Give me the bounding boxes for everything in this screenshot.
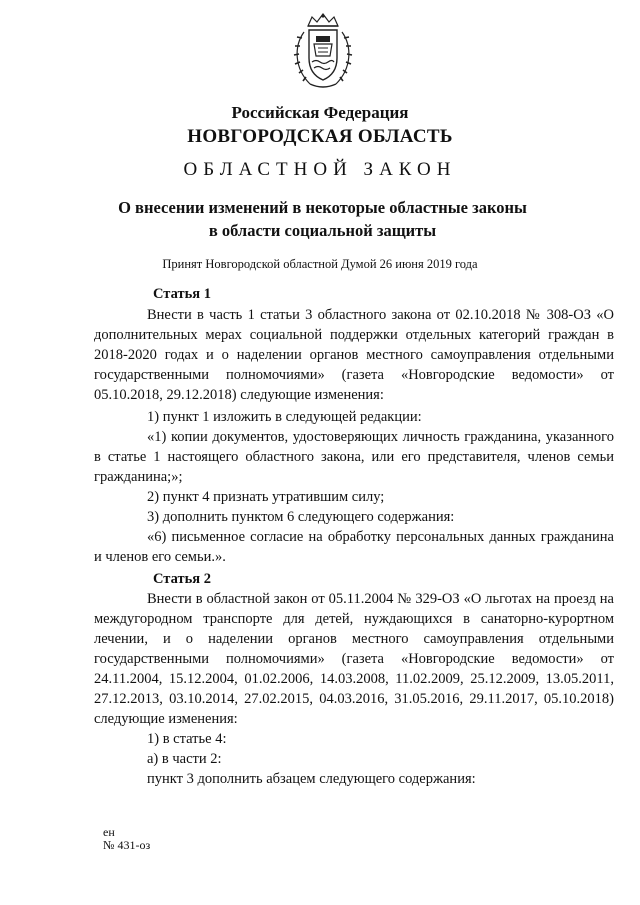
adoption-note: Принят Новгородской областной Думой 26 июня 2019 года [162,257,478,271]
article-2-paragraph: 1) в статье 4: [147,731,227,747]
article-2 [94,569,614,789]
document-type: ОБЛАСТНОЙ ЗАКОН [183,159,457,180]
coat-of-arms-emblem-icon [290,12,356,92]
country-heading: Российская Федерация [231,103,409,122]
article-2-paragraph: а) в части 2: [147,751,222,767]
article-1-paragraph: 1) пункт 1 изложить в следующей редакции: [147,409,422,425]
author-initials: ен [103,825,115,839]
article-2-paragraph: Внести в областной закон от 05.11.2004 № 329-ОЗ «О льготах на проезд на междугородном транспорте для детей, нуждающихся в санаторно-курортном лечении, и о наделении органов местного самоуправления отдельными государственными полномочиями» (газета «Новгородские ведомости» от 24.11.2004, 15.12.2004, 01.02.2006, 14.03.2008, 11.02.2009, 25.12.2009, 13.05.2011, 27.12.2013, 03.10.2014, 27.02.2015, 04.03.2016, 31.05.2016, 29.11.2017, 05.10.2018) следующие изменения: [94,591,614,727]
region-heading: НОВГОРОДСКАЯ ОБЛАСТЬ [187,126,453,147]
article-1 [94,284,614,567]
law-number: № 431-оз [103,838,151,852]
article-1-heading: Статья 1 [153,286,211,302]
article-1-paragraph: 3) дополнить пунктом 6 следующего содержания: [147,509,455,525]
article-2-heading: Статья 2 [153,571,211,587]
document-footer [103,826,150,852]
law-title [60,196,585,242]
article-2-paragraph: пункт 3 дополнить абзацем следующего содержания: [147,771,476,787]
law-title-line-1: О внесении изменений в некоторые областные законы [118,198,527,217]
article-1-paragraph: «6) письменное согласие на обработку персональных данных гражданина и членов его семьи.». [94,529,614,565]
law-title-line-2: в области социальной защиты [208,221,437,240]
article-1-paragraph: «1) копии документов, удостоверяющих личность гражданина, указанного в статье 1 настоящего областного закона, или его представителя, членов семьи гражданина;»; [94,429,614,485]
article-1-paragraph: 2) пункт 4 признать утратившим силу; [147,489,385,505]
article-1-paragraph: Внести в часть 1 статьи 3 областного закона от 02.10.2018 № 308-ОЗ «О дополнительных мерах социальной поддержки отдельных категорий граждан в 2018-2020 годах и о наделении органов местного самоуправления отдельными государственными полномочиями» (газета «Новгородские ведомости» от 05.10.2018, 29.12.2018) следующие изменения: [94,307,614,403]
